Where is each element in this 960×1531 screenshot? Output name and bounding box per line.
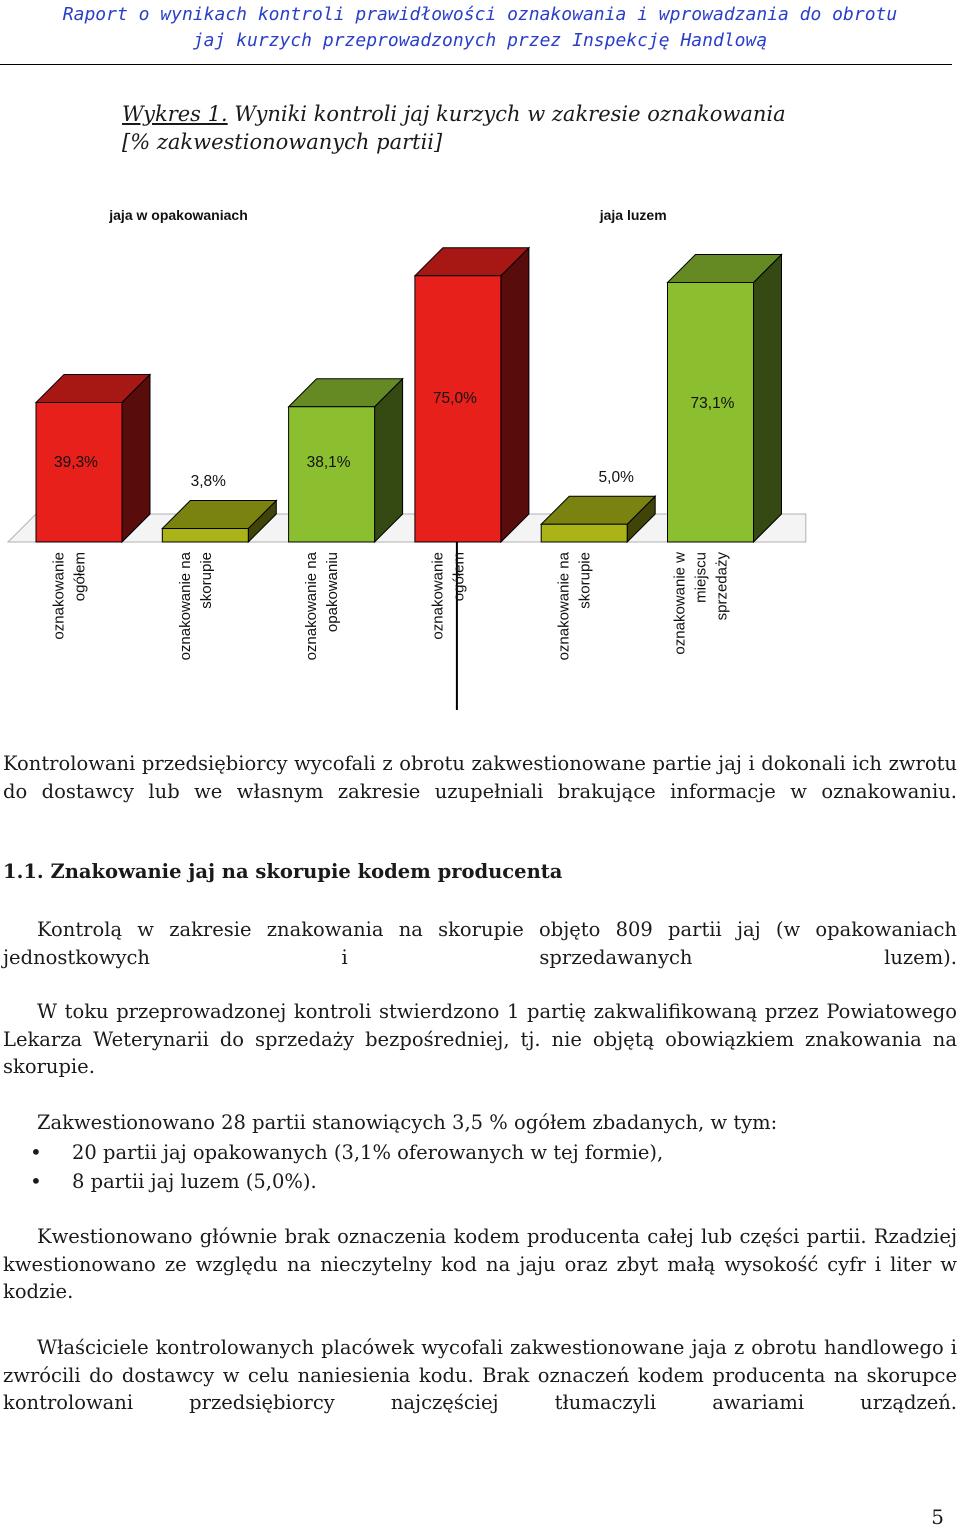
data-label: 39,3%	[54, 454, 98, 471]
paragraph-withdrawal: Kontrolowani przedsiębiorcy wycofali z obrotu zakwestionowane partie jaj i dokonali ich zwrotu do dostawcy lub we własnym zakresie uzupełniali brakujące informacje w oznakowaniu.	[3, 752, 957, 803]
page-number: 5	[931, 1505, 944, 1529]
caption-label: Wykres 1.	[122, 102, 228, 126]
data-label: 75,0%	[432, 390, 477, 407]
bar	[668, 282, 754, 542]
category-label: oznakowanie na	[555, 552, 573, 661]
paragraph-scope: Kontrolą w zakresie znakowania na skorupie objęto 809 partii jaj (w opakowaniach jednostkowych i sprzedawanych luzem).	[3, 918, 957, 969]
header-line-2: jaj kurzych przeprowadzonych przez Inspekcję Handlową	[192, 30, 768, 51]
category-label: sprzedaży	[713, 552, 731, 621]
paragraph-remedy: Właściciele kontrolowanych placówek wycofali zakwestionowane jaja z obrotu handlowego i zwrócili do dostawcy w celu naniesienia kodu. Brak oznaczeń kodem producenta na skorupce kontrolowani przedsiębiorcy najczęściej tłumaczyli awariami urządzeń.	[3, 1336, 957, 1414]
group-header: jaja w opakowaniach	[109, 207, 248, 223]
category-label: skorupie	[197, 552, 215, 609]
category-label: ogółem	[71, 552, 89, 602]
category-label: oznakowanie na	[176, 552, 194, 661]
running-header	[0, 2, 960, 54]
header-line-1: Raport o wynikach kontroli prawidłowości oznakowania i wprowadzania do obrotu	[62, 4, 898, 25]
category-label: miejscu	[692, 552, 710, 603]
paragraph-reasons: Kwestionowano głównie brak oznaczenia kodem producenta całej lub części partii. Rzadziej kwestionowano ze względu na nieczytelny kod na jaju oraz zbyt małą wysokość cyfr i liter w kodzie.	[3, 1225, 957, 1303]
data-label: 73,1%	[690, 395, 735, 412]
list-item: • 20 partii jaj opakowanych (3,1% oferowanych w tej formie),	[30, 1138, 663, 1167]
data-label: 5,0%	[598, 469, 634, 486]
group-header: jaja luzem	[599, 207, 667, 223]
paragraph-exempt-batch: W toku przeprowadzonej kontroli stwierdzono 1 partię zakwalifikowaną przez Powiatowego Lekarza Weterynarii do sprzedaży bezpośredniej, tj. nie objętą obowiązkiem znakowania na skorupie.	[3, 1000, 957, 1078]
chart-caption	[122, 100, 882, 156]
bar-side	[122, 374, 150, 542]
bar-side	[501, 248, 529, 542]
data-label: 3,8%	[190, 473, 226, 490]
bar	[541, 524, 627, 542]
bar-side	[754, 254, 782, 542]
category-label: ogółem	[450, 552, 468, 602]
bar-chart	[0, 190, 960, 720]
caption-title-line-2: [% zakwestionowanych partii]	[122, 130, 443, 154]
questioned-list	[30, 1138, 663, 1196]
bar	[289, 407, 375, 542]
paragraph-questioned: Zakwestionowano 28 partii stanowiących 3,5 % ogółem zbadanych, w tym:	[37, 1111, 778, 1134]
category-label: oznakowanie	[50, 552, 68, 640]
category-label: oznakowanie na	[303, 552, 321, 661]
header-rule	[0, 64, 952, 65]
bar	[162, 529, 248, 542]
category-label: skorupie	[576, 552, 594, 609]
list-item: • 8 partii jaj luzem (5,0%).	[30, 1167, 663, 1196]
category-label: oznakowanie	[429, 552, 447, 640]
data-label: 38,1%	[306, 454, 351, 471]
category-label: opakowaniu	[324, 552, 342, 633]
category-label: oznakowanie w	[671, 552, 689, 655]
bar	[415, 276, 501, 542]
bar	[36, 402, 122, 542]
section-heading: 1.1. Znakowanie jaj na skorupie kodem producenta	[3, 860, 563, 883]
caption-title-line-1: Wyniki kontroli jaj kurzych w zakresie oznakowania	[227, 102, 786, 126]
